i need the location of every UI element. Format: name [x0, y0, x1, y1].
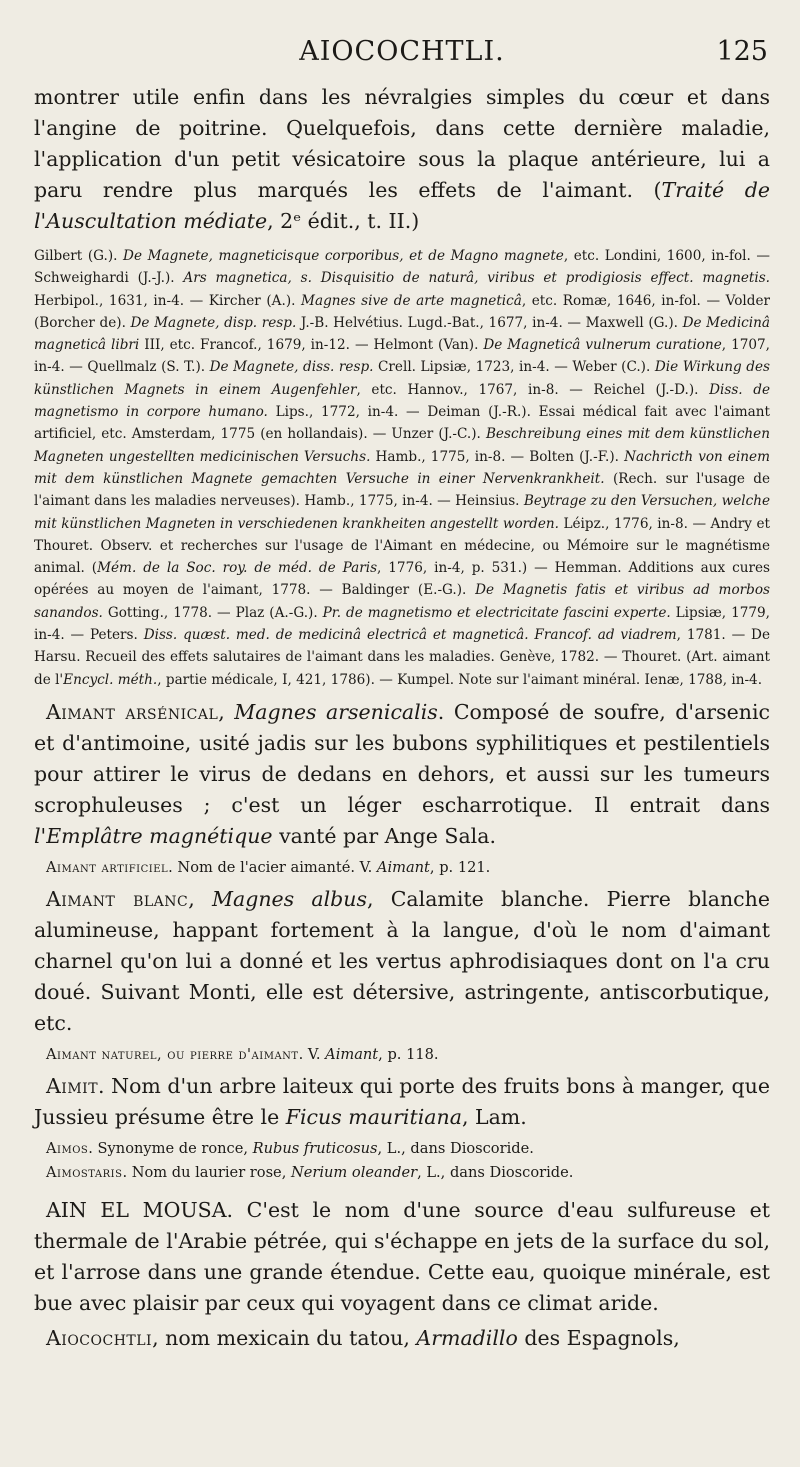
bibliography-entry	[65, 359, 550, 375]
bibliography-italic: Mém. de la Soc. roy. de méd. de Paris	[97, 560, 378, 577]
bibliography-tail: J.-B. Helvétius. Lugd.-Bat., 1677, in-4.	[296, 314, 563, 331]
bibliography-entry	[34, 248, 751, 264]
bibliography-italic: Ars magnetica, s. Disquisitio de naturâ, viribus et prodigiosis effect. magnetis.	[183, 270, 770, 287]
bibliography-plain: — Reichel (J.-D.).	[558, 381, 710, 398]
headword: Aimant blanc	[46, 886, 189, 911]
bibliography-italic: De Magnete, disp. resp.	[130, 314, 297, 331]
bibliography-plain: — Thouret. (Art. aimant de l'	[34, 649, 770, 688]
bibliography-italic: De Magnete, magneticisque corporibus, et de Magno magnete	[123, 248, 564, 264]
entry-body: . C'est le nom d'une source d'eau sulfureuse et thermale de l'Arabie pétrée, qui s'échappe en jets de la surface du sol, et l'arrose dans une grande étendue. Cette eau, quoique minérale, est bue avec plaisir par ceux qui voyagent dans ce climat aride.	[34, 1197, 770, 1315]
entry-ain-el-mousa	[34, 1195, 770, 1319]
bibliography-plain: — Heinsius.	[432, 493, 524, 510]
latin-name: Magnes albus	[211, 886, 368, 911]
entry-aimant-naturel	[34, 1043, 770, 1067]
headword: Aimant naturel, ou pierre d'aimant	[46, 1045, 299, 1063]
bibliography-entry	[184, 293, 701, 309]
bibliography-italic: Pr. de magnetismo et electricitate fascini experte.	[322, 604, 671, 621]
bibliography-plain: Gilbert (G.).	[34, 248, 124, 264]
bibliography-italic: Beytrage zu den Versuchen, welche mit künstlichen Magneten in verschiedenen krankheiten angestellt worden.	[34, 493, 771, 532]
entry-tail: vanté par Ange Sala.	[272, 823, 496, 848]
bibliography-tail: (Rech. sur l'usage de l'aimant dans les maladies nerveuses). Hamb., 1775, in-4.	[34, 470, 770, 510]
bibliography-tail: , partie médicale, I, 421, 1786).	[157, 671, 375, 688]
headword: AIN EL MOUSA	[46, 1197, 227, 1222]
entry-aiocochtli	[34, 1323, 770, 1354]
entry-aimos	[34, 1137, 770, 1161]
bibliography-entry	[65, 627, 726, 643]
bibliography-italic: Diss. quæst. med. de medicinâ electricâ et magneticâ. Francof. ad viadrem	[143, 627, 677, 644]
entry-body: . Nom de l'acier aimanté. V.	[168, 858, 377, 876]
bibliography-plain: — Kircher (A.).	[184, 292, 302, 309]
entry-body: , Calamite blanche. Pierre blanche alumineuse, happant fortement à la langue, d'où le nom d'aimant charnel qu'on lui a donné et les vertus aphrodisiaques dont on l'a cru doué. Suivant Monti, elle est détersive, astringente, antiscorbutique, etc.	[34, 886, 770, 1035]
headword: Aimostaris	[46, 1163, 123, 1181]
bibliography-tail: Herbipol., 1631, in-4.	[34, 292, 185, 309]
latin-name: Rubus fruticosus	[252, 1139, 378, 1157]
bibliography-plain: — Kumpel. Note sur l'aimant minéral. Ienæ, 1788, in-4.	[374, 671, 763, 688]
bibliography-plain: — Quellmalz (S. T.).	[64, 359, 210, 376]
entry-tail: , p. 121.	[429, 858, 491, 876]
bibliography-plain: — Bolten (J.-F.).	[505, 448, 625, 465]
entry-aimit	[34, 1071, 770, 1133]
latin-name: Armadillo	[416, 1325, 518, 1350]
entry-tail: des Espagnols,	[517, 1325, 680, 1350]
entry-tail: , L., dans Dioscoride.	[417, 1163, 574, 1181]
page-number: 125	[716, 36, 768, 67]
source-edition: , 2ᵉ édit., t. II.)	[267, 209, 420, 233]
bibliography-entry	[375, 672, 762, 688]
continuation-paragraph	[34, 82, 770, 237]
bibliography-italic: De Medicinâ magneticâ libri	[34, 314, 770, 354]
entry-body: . Nom du laurier rose,	[122, 1163, 291, 1181]
bibliography-italic: Beschreibung eines mit dem künstlichen Magneten ungestellten medicinischen Versuchs.	[34, 426, 770, 465]
headword: Aiocochtli	[46, 1325, 153, 1350]
bibliography-tail: , 1707, in-4.	[34, 337, 771, 376]
bibliography-plain: — Schweighardi (J.-J.).	[34, 248, 771, 287]
bibliography-plain: — Volder (Borcher de).	[34, 292, 771, 331]
bibliography-plain: — Hemman. Additions aux cures opérées au moyen de l'aimant, 1778.	[34, 560, 770, 599]
bibliography-italic: De Magneticâ vulnerum curatione	[483, 337, 722, 354]
bibliography-tail: , etc. Romæ, 1646, in-fol.	[521, 292, 701, 309]
latin-name: Nerium oleander	[290, 1163, 418, 1181]
entry-tail: , p. 118.	[378, 1045, 439, 1063]
bibliography-tail: Hamb., 1775, in-8.	[370, 448, 506, 465]
entry-aimant-arsenical: Aimant arsénical, Magnes arsenicalis. Composé de soufre, d'arsenic et d'antimoine, usité jadis sur les bubons syphilitiques et pestilentiels pour attirer le virus de dedans en dehors, et aussi sur les tumeurs scrophuleuses ; c'est un léger escharrotique. Il entrait dans l'Emplâtre magnétique vanté par Ange Sala.	[34, 699, 770, 848]
bibliography-tail: Lips., 1772, in-4.	[267, 404, 399, 421]
bibliography-italic: De Magnetis fatis et viribus ad morbos sanandos.	[34, 582, 770, 621]
continuation-text: montrer utile enfin dans les névralgies simples du cœur et dans l'angine de poitrine. Quelquefois, dans cette dernière maladie, l'application d'un petit vésicatoire sous la plaque antérieure, lui a paru rendre plus marqués les effets de l'aimant. (	[34, 85, 770, 202]
bibliography-tail: Crell. Lipsiæ, 1723, in-4.	[373, 359, 550, 376]
bibliography-tail: , 1781.	[676, 627, 726, 644]
bibliography-italic: Encycl. méth.	[63, 671, 158, 688]
entry-aimant-blanc: Aimant blanc, Magnes albus, Calamite blanche. Pierre blanche alumineuse, happant fortement à la langue, d'où le nom d'aimant charnel qu'on lui a donné et les vertus aphrodisiaques dont on l'a cru doué. Suivant Monti, elle est détersive, astringente, antiscorbutique, etc.	[34, 886, 770, 1035]
entry-body: . Synonyme de ronce,	[88, 1139, 253, 1157]
entry-tail: , Lam.	[461, 1104, 527, 1129]
bibliography-plain: — Helmont (Van).	[350, 337, 484, 354]
bibliography-tail: Gotting., 1778.	[102, 604, 213, 621]
emplatre-name: l'Emplâtre magnétique	[34, 823, 273, 848]
cross-reference: Aimant	[325, 1045, 379, 1063]
entry-body: . Nom d'un arbre laiteux qui porte des fruits bons à manger, que Jussieu présume être le	[34, 1073, 770, 1129]
bibliography-tail: Lipsiæ, 1779, in-4.	[34, 604, 770, 644]
entry-body: . V.	[298, 1045, 326, 1063]
bibliography-italic: Die Wirkung des künstlichen Magnets in einem Augenfehler	[34, 359, 771, 398]
page-header	[34, 36, 770, 82]
headword: Aimit	[46, 1073, 99, 1098]
entry-body: , nom mexicain du tatou,	[152, 1325, 417, 1350]
entry-tail: , L., dans Dioscoride.	[377, 1139, 534, 1157]
latin-name: Ficus mauritiana	[285, 1104, 462, 1129]
bibliography-plain: — Weber (C.).	[549, 359, 655, 376]
bibliography-plain: — Maxwell (G.).	[562, 314, 683, 331]
bibliography-tail: , etc. Hannov., 1767, in-8.	[356, 381, 559, 398]
bibliography-plain: — Baldinger (E.-G.).	[310, 582, 476, 599]
headword: Aimant artificiel	[46, 858, 169, 876]
cross-reference: Aimant	[376, 858, 430, 876]
bibliography-italic: Nachricth von einem mit dem künstlichen Magnete gemachten Versuche in einer Nervenkrankheit.	[34, 448, 770, 487]
bibliography-tail: , etc. Londini, 1600, in-fol.	[563, 248, 751, 264]
bibliography-plain: — Andry et Thouret. Observ. et recherches sur l'usage de l'Aimant en médecine, ou Mémoire sur le magnétisme animal. (	[34, 515, 770, 577]
bibliography-block	[34, 245, 770, 691]
headword: Aimant arsénical	[46, 699, 219, 724]
bibliography-plain: — De Harsu. Recueil des effets salutaires de l'aimant dans les maladies. Genève, 1782.	[34, 627, 770, 666]
bibliography-tail: , 1776, in-4, p. 531.)	[377, 560, 528, 577]
bibliography-plain: — Plaz (A.-G.).	[212, 604, 323, 621]
running-head: AIOCOCHTLI.	[299, 36, 505, 67]
entry-body: . Composé de soufre, d'arsenic et d'antimoine, usité jadis sur les bubons syphilitiques et pestilentiels pour attirer le virus de dedans en dehors, et aussi sur les tumeurs scrophuleuses ; c'est un léger escharrotique. Il entrait dans	[34, 699, 770, 817]
bibliography-plain: — Peters.	[64, 627, 144, 644]
headword: Aimos	[46, 1139, 89, 1157]
source-title: Traité de l'Auscultation médiate	[34, 178, 770, 233]
bibliography-italic: Diss. de magnetismo in corpore humano.	[34, 381, 770, 421]
bibliography-plain: — Unzer (J.-C.).	[367, 426, 486, 443]
entry-aimant-artificiel	[34, 856, 770, 880]
bibliography-plain: — Deiman (J.-R.). Essai médical fait avec l'aimant artificiel, etc. Amsterdam, 1775 (en hollandais).	[34, 404, 770, 443]
bibliography-italic: Magnes sive de arte magneticâ	[301, 292, 522, 309]
bibliography-italic: De Magnete, diss. resp.	[209, 359, 374, 376]
bibliography-tail: Léipz., 1776, in-8.	[558, 515, 688, 532]
latin-name: Magnes arsenicalis	[234, 699, 438, 724]
bibliography-tail: III, etc. Francof., 1679, in-12.	[139, 337, 350, 354]
entry-aimostaris	[34, 1161, 770, 1185]
